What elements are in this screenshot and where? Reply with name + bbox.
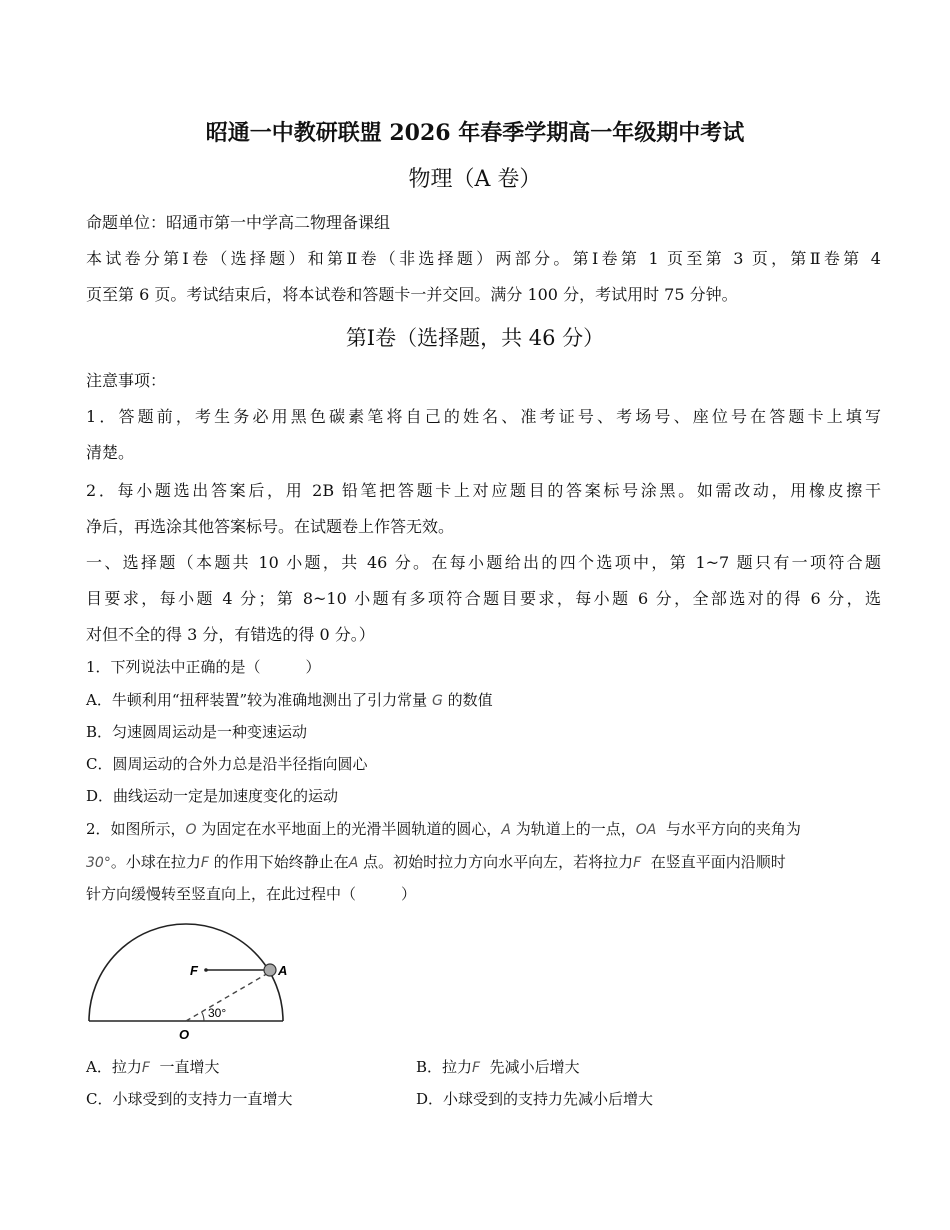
q2-option-a-var: F [141, 1060, 150, 1076]
q2-option-d: D．小球受到的支持力先减小后增大 [416, 1090, 654, 1108]
q2-option-b-tail: 先减小后增大 [489, 1058, 580, 1076]
q2-l1-var-a: A [501, 822, 511, 838]
q2-l2-var-a: A [348, 855, 359, 871]
q1-option-a-var: G [431, 693, 443, 709]
intro-line-2: 页至第 6 页。考试结束后，将本试卷和答题卡一并交回。满分 100 分，考试用时 75 分钟。 [86, 285, 738, 304]
q1-option-a-text: A．牛顿利用“扭秤装置”较为准确地测出了引力常量 [86, 691, 428, 709]
q1-option-c: C．圆周运动的合外力总是沿半径指向圆心 [86, 755, 368, 773]
q2-l1-a: 2．如图所示， [86, 820, 186, 838]
semicircle-track [89, 924, 283, 1021]
author-line: 命题单位：昭通市第一中学高二物理备课组 [86, 213, 391, 232]
q1-stem: 1．下列说法中正确的是（ ） [86, 658, 321, 676]
q1-option-a-tail: 的数值 [447, 691, 493, 709]
radius-oa-dashed [186, 972, 270, 1021]
q2-stem-line-3: 针方向缓慢转至竖直向上，在此过程中（ ） [86, 885, 417, 903]
q2-stem-line-1 [86, 818, 801, 839]
q2-option-a-text: A．拉力 [86, 1058, 142, 1076]
q1-option-b: B．匀速圆周运动是一种变速运动 [86, 723, 308, 741]
part1-line-2: 目要求，每小题 4 分；第 8~10 小题有多项符合题目要求，每小题 6 分，全部选对的得 6 分，选 [86, 589, 881, 608]
semicircle-track-figure [84, 918, 294, 1048]
q2-l2-c: 点。初始时拉力方向水平向左，若将拉力 [363, 853, 634, 871]
q2-l1-var-o: O [185, 822, 197, 838]
q2-l1-var-oa: OA [635, 822, 657, 838]
angle-arc [202, 1012, 204, 1021]
section-title: 第Ⅰ卷（选择题，共 46 分） [345, 326, 605, 350]
notice-2-line-1: 2．每小题选出答案后，用 2B 铅笔把答题卡上对应题目的答案标号涂黑。如需改动，用橡皮擦干 [86, 481, 881, 500]
q2-l2-var-angle: 30° [86, 855, 111, 871]
part1-line-3: 对但不全的得 3 分，有错选的得 0 分。） [86, 625, 375, 644]
notice-1-line-2: 清楚。 [86, 443, 135, 462]
q2-option-a [86, 1056, 219, 1077]
ball-at-a [264, 964, 276, 976]
label-f: F [190, 963, 198, 978]
q2-option-b [416, 1056, 580, 1077]
q2-l1-c: 为轨道上的一点， [515, 820, 636, 838]
q2-l1-b: 为固定在水平地面上的光滑半圆轨道的圆心， [201, 820, 502, 838]
label-a: A [278, 963, 288, 978]
part1-line-1: 一、选择题（本题共 10 小题，共 46 分。在每小题给出的四个选项中，第 1~7 题只有一项符合题 [86, 553, 881, 572]
q2-l2-b: 的作用下始终静止在 [213, 853, 349, 871]
exam-title: 昭通一中教研联盟 2026 年春季学期高一年级期中考试 [205, 120, 745, 146]
q2-l1-d: 与水平方向的夹角为 [665, 820, 801, 838]
q2-option-a-tail: 一直增大 [159, 1058, 220, 1076]
q2-l2-var-f: F [200, 855, 209, 871]
notice-2-line-2: 净后，再选涂其他答案标号。在试题卷上作答无效。 [86, 517, 455, 536]
q2-l2-d: 在竖直平面内沿顺时 [650, 853, 786, 871]
q2-l2-var-f2: F [633, 855, 642, 871]
q2-option-b-var: F [472, 1060, 481, 1076]
q1-option-d: D．曲线运动一定是加速度变化的运动 [86, 787, 339, 805]
notice-1-line-1: 1．答题前，考生务必用黑色碳素笔将自己的姓名、准考证号、考场号、座位号在答题卡上填写 [86, 407, 881, 426]
label-angle: 30° [208, 1006, 227, 1020]
q2-stem-line-2 [86, 851, 786, 872]
q2-l2-a: 。小球在拉力 [110, 853, 201, 871]
force-f-tail-dot [204, 968, 208, 972]
notice-label: 注意事项： [86, 371, 167, 390]
label-o: O [179, 1027, 190, 1042]
q2-option-b-text: B．拉力 [416, 1058, 473, 1076]
q2-option-c: C．小球受到的支持力一直增大 [86, 1090, 293, 1108]
intro-line-1: 本试卷分第Ⅰ卷（选择题）和第Ⅱ卷（非选择题）两部分。第Ⅰ卷第 1 页至第 3 页，第Ⅱ卷第 4 [86, 249, 881, 268]
exam-subtitle: 物理（A 卷） [408, 167, 542, 192]
q1-option-a [86, 689, 493, 710]
